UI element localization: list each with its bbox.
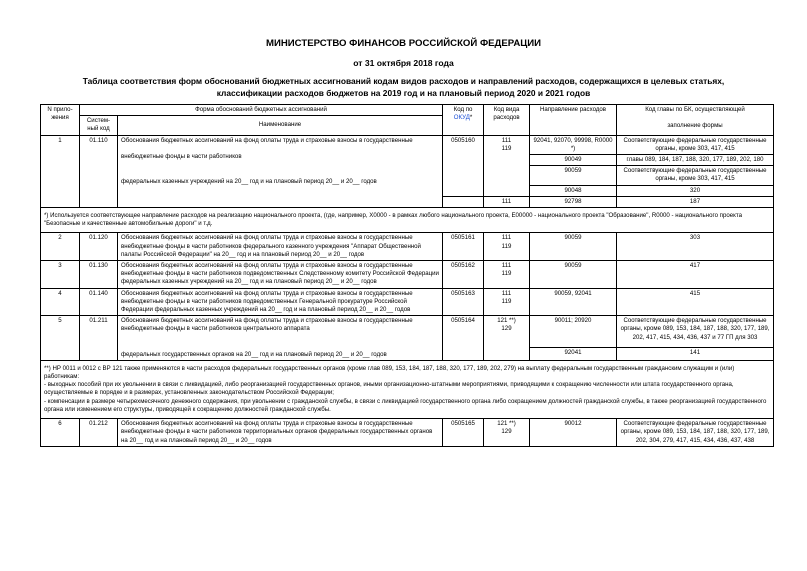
table-row: 92041 141	[41, 347, 774, 360]
col-header-vr: Код вида расходов	[484, 105, 530, 136]
ministry-title: МИНИСТЕРСТВО ФИНАНСОВ РОССИЙСКОЙ ФЕДЕРАЦИИ	[265, 38, 542, 49]
document-date: от 31 октября 2018 года	[353, 58, 454, 68]
table-row: 1 01.110 Обоснования бюджетных ассигнований на фонд оплаты труда и страховые взносы в государственные внебюджетные фонды в части работников федеральных казенных учреждений на 20__ год и на плановый период 20__ и 20__ годов 0505160 111 119 92041, 92070, 99998, R0000 *) Соответствующие федеральные государственные органы, кроме 303, 417, 415	[41, 135, 774, 154]
table-row: 90059 Соответствующие федеральные государственные органы, кроме 303, 417, 415	[41, 166, 774, 185]
col-header-okud: Код по ОКУД*	[443, 105, 484, 136]
col-header-bk: Код главы по БК, осуществляющей заполнение формы	[617, 105, 774, 136]
table-row: 3 01.130 Обоснования бюджетных ассигнований на фонд оплаты труда и страховые взносы в государственные внебюджетные фонды в части работников подведомственных Следственному комитету Российской Федерации федеральных казенных учреждений на 20__ год и на плановый период 20__ и 20__ годов 0505162 111 119 90059 417	[41, 261, 774, 289]
footnote-1: *) Используется соответствующее направление расходов на реализацию национального проекта, (где, например, Х0000 - в рамках любого национального проекта, Е00000 - национального проекта "Образование", R0000 - национального проекта "Безопасные и качественные автомобильные дороги" и т.д.	[41, 208, 774, 233]
footnote-row	[41, 360, 774, 418]
title-line-2: классификации расходов бюджетов на 2019 год и на плановый период 2020 и 2021 годов	[216, 88, 591, 98]
document-title	[0, 75, 807, 99]
col-header-form: Форма обоснований бюджетных ассигнований	[80, 105, 443, 116]
table-row: 90049 главы 089, 184, 187, 188, 320, 177, 189, 202, 180	[41, 155, 774, 166]
title-line-1: Таблица соответствия форм обоснований бюджетных ассигнований кодам видов расходов и направлений расходов, содержащихся в целевых статьях,	[82, 76, 725, 86]
col-header-num: N прило-жения	[41, 105, 80, 136]
table-row: 2 01.120 Обоснования бюджетных ассигнований на фонд оплаты труда и страховые взносы в государственные внебюджетные фонды в части работников федерального казенного учреждения "Аппарат Общественной палаты Российской Федерации" на 20__ год и на плановый период 20__ и 20__ годов 0505161 111 119 90059 303	[41, 233, 774, 261]
footnote-row	[41, 208, 774, 233]
col-header-syscode: Систем-ный код	[80, 116, 118, 135]
table-row: 5 01.211 Обоснования бюджетных ассигнований на фонд оплаты труда и страховые взносы в государственные внебюджетные фонды в части работников центрального аппарата федеральных государственных органов на 20__ год и на плановый период 20__ и 20__ годов 0505164 121 **) 129 90011; 20920 Соответствующие федеральные государственные органы, кроме 089, 153, 184, 187, 188, 320, 177, 189, 202, 417, 415, 434, 436, 437 и 77 ГП для 303	[41, 316, 774, 348]
table-row: 90048 320	[41, 185, 774, 196]
footnote-2: **) НР 0011 и 0012 с ВР 121 также применяются в части расходов федеральных государственных органов (кроме глав 089, 153, 184, 187, 188, 320, 177, 189, 202, 279) на выплату федеральным государственным гражданским служащим и (или) работникам: - выходных пособий при их увольнении в связи с ликвидацией, либо реорганизацией государственных органов, иными организационно-штатными мероприятиями, приводящими к сокращению численности или штата государственного органа, осуществляемые в порядке и в размерах, установленных законодательством Российской Федерации; - компенсации в размере четырехмесячного денежного содержания, при увольнении с гражданской службы, в связи с ликвидацией государственного органа либо сокращением должностей гражданской службы, в также реорганизацией государственного органа или изменением его структуры, приводящей к сокращению должностей гражданской службы.	[41, 360, 774, 418]
table-row: 4 01.140 Обоснования бюджетных ассигнований на фонд оплаты труда и страховые взносы в государственные внебюджетные фонды в части работников подведомственных Генеральной прокуратуре Российской Федерации федеральных казенных учреждений на 20__ год и на плановый период 20__ и 20__ годов 0505163 111 119 90059, 92041 415	[41, 288, 774, 316]
table-row: 6 01.212 Обоснования бюджетных ассигнований на фонд оплаты труда и страховые взносы в государственные внебюджетные фонды в части работников территориальных органов федеральных государственных органов на 20__ год и на плановый период 20__ и 20__ годов 0505165 121 **) 129 90012 Соответствующие федеральные государственные органы, кроме 089, 153, 184, 187, 188, 320, 177, 189, 202, 304, 279, 417, 415, 434, 436, 437, 438	[41, 419, 774, 447]
okud-link[interactable]: ОКУД	[453, 114, 470, 122]
col-header-name: Наименование	[118, 116, 443, 135]
table-row: 111 92798 187	[41, 196, 774, 207]
form-name: Обоснования бюджетных ассигнований на фонд оплаты труда и страховые взносы в государственные внебюджетные фонды в части работников федеральных казенных учреждений на 20__ год и на плановый период 20__ и 20__ годов	[118, 135, 443, 207]
col-header-direction: Направление расходов	[530, 105, 617, 136]
correspondence-table	[40, 104, 774, 447]
table-header-row	[41, 105, 774, 116]
